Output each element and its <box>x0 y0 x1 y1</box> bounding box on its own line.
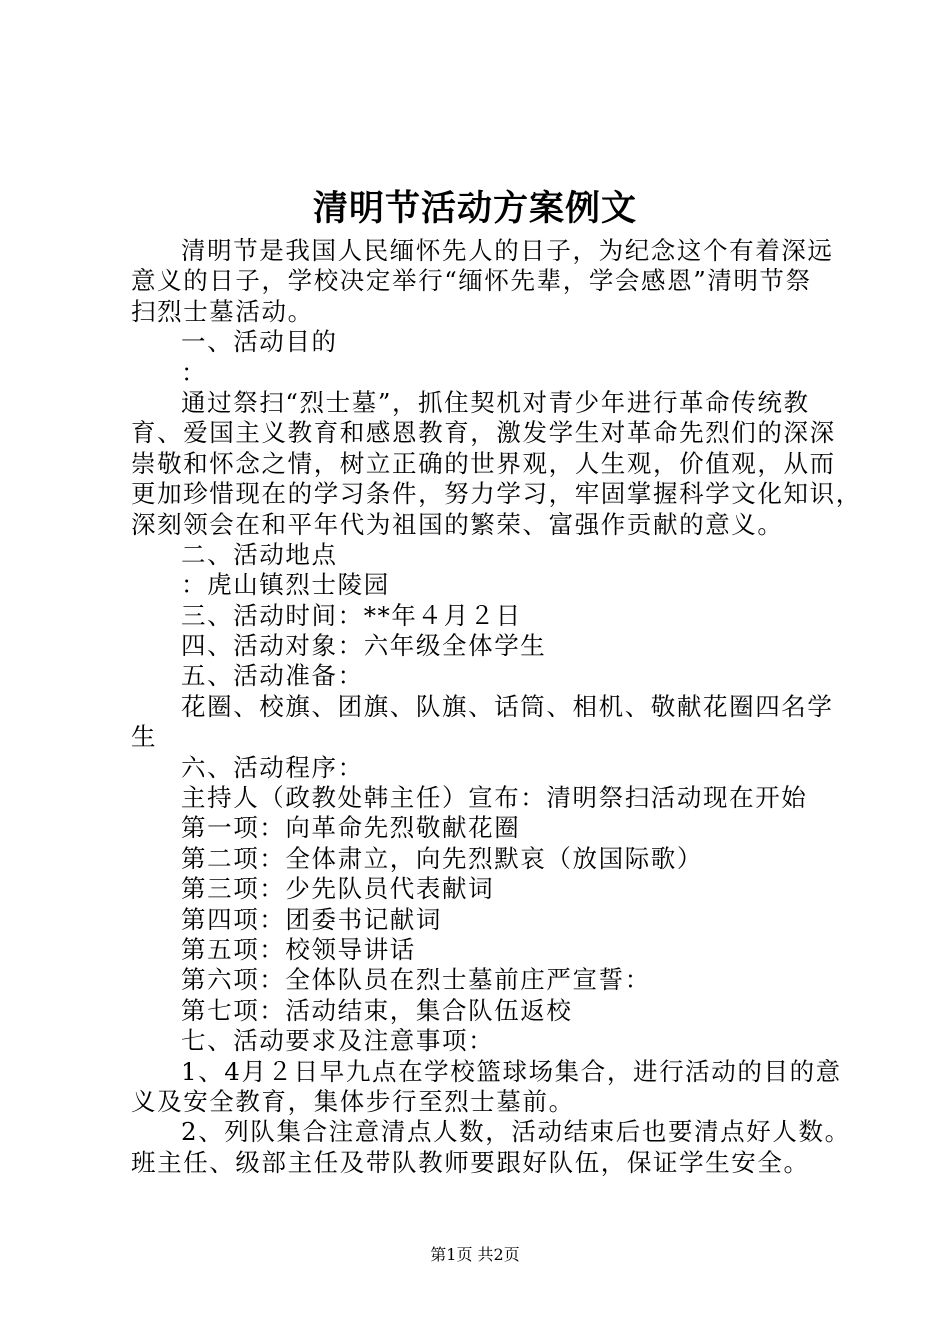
paragraph-line: 通过祭扫“烈士墓”，抓住契机对青少年进行革命传统教 <box>181 387 810 417</box>
paragraph-line: 崇敬和怀念之情，树立正确的世界观，人生观，价值观，从而 <box>131 448 836 478</box>
paragraph-line: 更加珍惜现在的学习条件，努力学习，牢固掌握科学文化知识， <box>131 479 862 509</box>
paragraph-line: ： <box>181 357 208 387</box>
paragraph-line: 扫烈士墓活动。 <box>131 296 314 326</box>
section-heading: 五、活动准备： <box>181 661 364 691</box>
paragraph-line: 清明节是我国人民缅怀先人的日子，为纪念这个有着深远 <box>181 236 834 265</box>
paragraph-line: 深刻领会在和平年代为祖国的繁荣、富强作贡献的意义。 <box>131 509 784 539</box>
paragraph-line: 花圈、校旗、团旗、队旗、话筒、相机、敬献花圈四名学 <box>181 691 834 721</box>
section-heading: 一、活动目的 <box>181 327 338 357</box>
program-item: 第四项：团委书记献词 <box>181 904 442 934</box>
program-item: 第三项：少先队员代表献词 <box>181 874 495 904</box>
section-heading: 二、活动地点 <box>181 539 338 569</box>
program-item: 主持人（政教处韩主任）宣布：清明祭扫活动现在开始 <box>181 783 808 813</box>
paragraph-line: 意义的日子，学校决定举行“缅怀先辈，学会感恩”清明节祭 <box>131 266 812 296</box>
program-item: 第六项：全体队员在烈士墓前庄严宣誓： <box>181 965 651 995</box>
section-heading: 三、活动时间：**年４月２日 <box>181 600 522 630</box>
paragraph-line: 班主任、级部主任及带队教师要跟好队伍，保证学生安全。 <box>131 1147 810 1177</box>
section-heading: 七、活动要求及注意事项： <box>181 1026 495 1056</box>
paragraph-line: ：虎山镇烈士陵园 <box>181 570 390 600</box>
document-title: 清明节活动方案例文 <box>312 188 637 229</box>
program-item: 第五项：校领导讲话 <box>181 934 416 964</box>
page-number-footer: 第1页 共2页 <box>430 1245 520 1264</box>
document-body <box>131 236 862 1178</box>
paragraph-line: 义及安全教育，集体步行至烈士墓前。 <box>131 1086 575 1116</box>
section-heading: 六、活动程序： <box>181 752 364 782</box>
paragraph-line: 2、列队集合注意清点人数，活动结束后也要清点好人数。 <box>181 1117 851 1147</box>
paragraph-line: 生 <box>131 722 158 752</box>
program-item: 第二项：全体肃立，向先烈默哀（放国际歌） <box>181 843 703 873</box>
section-heading: 四、活动对象：六年级全体学生 <box>181 631 547 661</box>
program-item: 第七项：活动结束，集合队伍返校 <box>181 995 573 1025</box>
paragraph-line: 育、爱国主义教育和感恩教育，激发学生对革命先烈们的深深 <box>131 418 836 448</box>
paragraph-line: 1、4月２日早九点在学校篮球场集合，进行活动的目的意 <box>181 1056 842 1086</box>
program-item: 第一项：向革命先烈敬献花圈 <box>181 813 521 843</box>
